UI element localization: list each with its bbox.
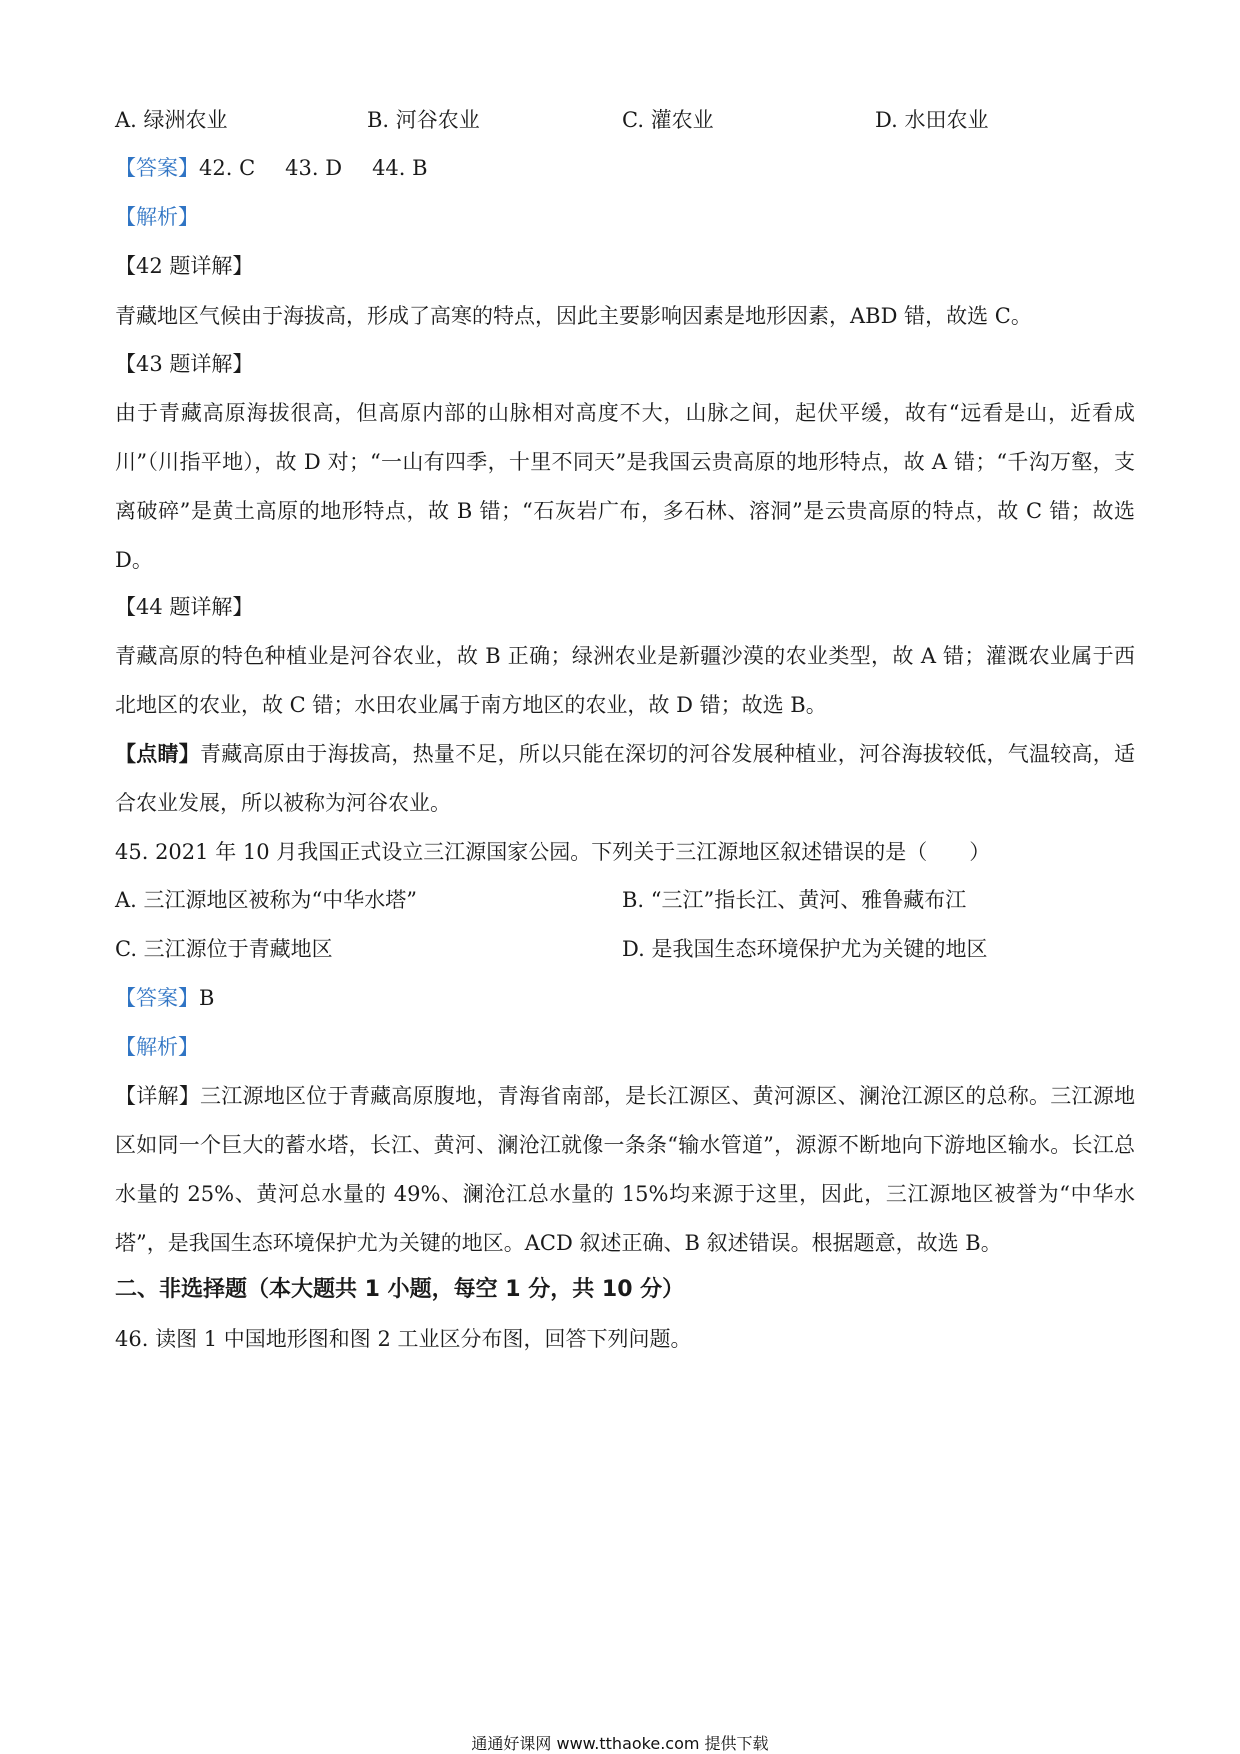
answer-label: 【答案】 <box>115 156 199 180</box>
footer-watermark: 通通好课网 www.tthaoke.com 提供下载 <box>471 1734 769 1753</box>
answer-43: 43. D <box>285 156 343 180</box>
tip-text: 青藏高原由于海拔高，热量不足，所以只能在深切的河谷发展种植业，河谷海拔较低，气温较高，适合农业发展，所以被称为河谷农业。 <box>115 742 1136 815</box>
tip-label: 【点睛】 <box>115 742 201 766</box>
detail-43-heading: 【43 题详解】 <box>115 352 254 376</box>
q45-option-b: B. “三江”指长江、黄河、雅鲁藏布江 <box>622 888 967 912</box>
answer-45: B <box>199 986 215 1010</box>
detail-45-text: 三江源地区位于青藏高原腹地，青海省南部，是长江源区、黄河源区、澜沧江源区的总称。三江源地区如同一个巨大的蓄水塔，长江、黄河、澜沧江就像一条条“输水管道”，源源不断地向下游地区输水。长江总水量的 25%、黄河总水量的 49%、澜沧江总水量的 15%均来源于这里，因此，三江源地区被誉为“中华水塔”，是我国生态环境保护尤为关键的地区。ACD 叙述正确、B 叙述错误。根据题意，故选 B。 <box>115 1084 1136 1255</box>
q44-option-c: C. 灌农业 <box>622 108 714 132</box>
answer-label-2: 【答案】 <box>115 986 199 1010</box>
q44-option-b: B. 河谷农业 <box>367 108 480 132</box>
answer-block-1 <box>115 154 458 182</box>
q45-option-a: A. 三江源地区被称为“中华水塔” <box>115 888 417 912</box>
q45-option-d: D. 是我国生态环境保护尤为关键的地区 <box>622 937 988 961</box>
detail-44-heading: 【44 题详解】 <box>115 595 254 619</box>
q45-option-c: C. 三江源位于青藏地区 <box>115 937 333 961</box>
analysis-label-2: 【解析】 <box>115 1035 199 1059</box>
detail-42-text: 青藏地区气候由于海拔高，形成了高寒的特点，因此主要影响因素是地形因素，ABD 错，故选 C。 <box>115 304 1032 328</box>
q44-option-d: D. 水田农业 <box>875 108 989 132</box>
detail-45-paragraph <box>115 1072 1135 1268</box>
tip-paragraph <box>115 730 1135 828</box>
detail-43-text: 由于青藏高原海拔很高，但高原内部的山脉相对高度不大，山脉之间，起伏平缓，故有“远看是山，近看成川”（川指平地），故 D 对；“一山有四季，十里不同天”是我国云贵高原的地形特点，故 A 错；“千沟万壑，支离破碎”是黄土高原的地形特点，故 B 错；“石灰岩广布，多石林、溶洞”是云贵高原的特点，故 C 错；故选 D。 <box>115 401 1135 572</box>
detail-44-text: 青藏高原的特色种植业是河谷农业，故 B 正确；绿洲农业是新疆沙漠的农业类型，故 A 错；灌溉农业属于西北地区的农业，故 C 错；水田农业属于南方地区的农业，故 D 错；故选 B。 <box>115 644 1135 717</box>
detail-45-label: 【详解】 <box>115 1084 201 1108</box>
answer-44: 44. B <box>372 156 428 180</box>
answer-42: 42. C <box>199 156 256 180</box>
answer-block-2 <box>115 984 214 1012</box>
q45-stem: 45. 2021 年 10 月我国正式设立三江源国家公园。下列关于三江源地区叙述错误的是（ ） <box>115 840 991 864</box>
analysis-label-1: 【解析】 <box>115 205 199 229</box>
q46-stem: 46. 读图 1 中国地形图和图 2 工业区分布图，回答下列问题。 <box>115 1327 692 1351</box>
q44-option-a: A. 绿洲农业 <box>115 108 228 132</box>
detail-42-heading: 【42 题详解】 <box>115 254 254 278</box>
section-2-title: 二、非选择题（本大题共 1 小题，每空 1 分，共 10 分） <box>115 1277 685 1302</box>
